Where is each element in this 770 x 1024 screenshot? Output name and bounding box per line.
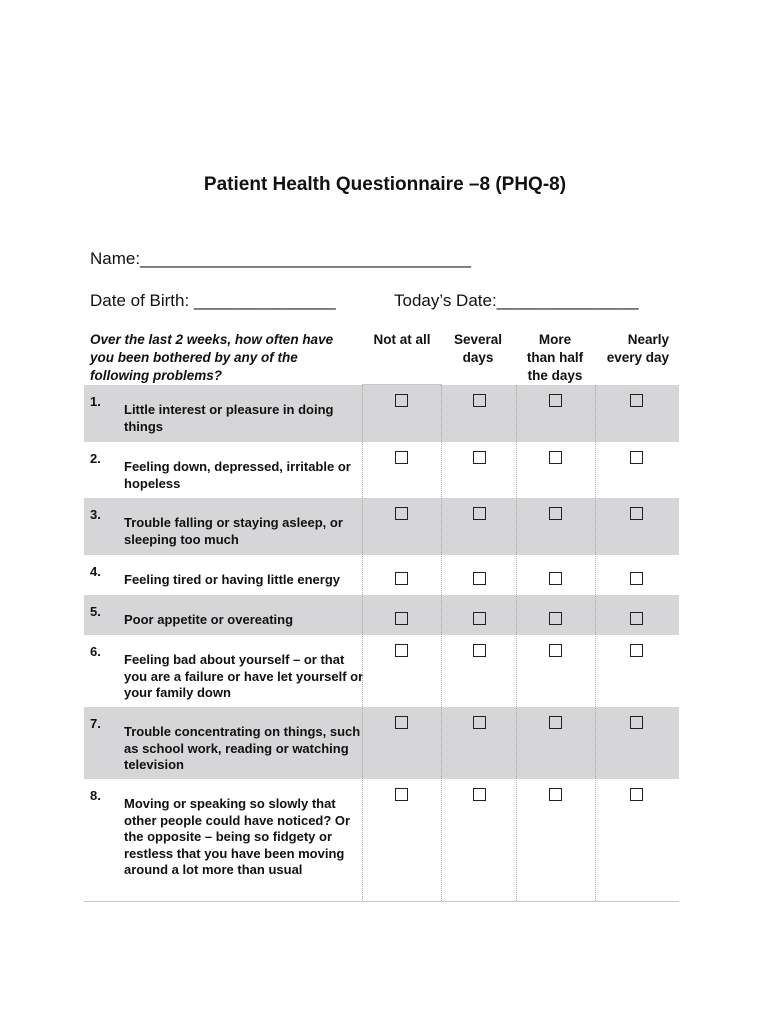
item-number: 7.	[90, 716, 101, 731]
column-divider	[516, 385, 517, 901]
checkbox-more-than-half[interactable]	[549, 451, 562, 464]
checkbox-not-at-all[interactable]	[395, 716, 408, 729]
checkbox-not-at-all[interactable]	[395, 394, 408, 407]
header-divider	[362, 384, 442, 385]
checkbox-several-days[interactable]	[473, 394, 486, 407]
column-divider	[441, 385, 442, 901]
table-row	[84, 498, 679, 555]
column-header-line: More	[538, 332, 572, 347]
table-row	[84, 442, 679, 498]
todays-date-field[interactable]: Today’s Date:_______________	[394, 291, 639, 310]
item-number: 8.	[90, 788, 101, 803]
column-header-line: the days	[527, 368, 583, 383]
checkbox-more-than-half[interactable]	[549, 644, 562, 657]
checkbox-not-at-all[interactable]	[395, 507, 408, 520]
checkbox-several-days[interactable]	[473, 716, 486, 729]
checkbox-nearly-every-day[interactable]	[630, 572, 643, 585]
column-header-nearly-every-day	[598, 331, 669, 367]
item-number: 6.	[90, 644, 101, 659]
checkbox-nearly-every-day[interactable]	[630, 507, 643, 520]
item-text: Little interest or pleasure in doing things	[124, 402, 334, 434]
item-text: Trouble concentrating on things, such as school work, reading or watching television	[124, 724, 361, 772]
column-header-more-than-half	[520, 331, 590, 385]
table-row	[84, 779, 679, 901]
table-row	[84, 707, 679, 779]
checkbox-several-days[interactable]	[473, 788, 486, 801]
checkbox-not-at-all[interactable]	[395, 644, 408, 657]
checkbox-more-than-half[interactable]	[549, 716, 562, 729]
item-number: 2.	[90, 451, 101, 466]
checkbox-more-than-half[interactable]	[549, 788, 562, 801]
date-of-birth-field[interactable]: Date of Birth: _______________	[90, 291, 336, 310]
page-title: Patient Health Questionnaire –8 (PHQ-8)	[203, 174, 567, 195]
question-header: Over the last 2 weeks, how often have you been bothered by any of the following problems?	[90, 332, 334, 383]
column-header-several-days	[446, 331, 510, 367]
checkbox-nearly-every-day[interactable]	[630, 716, 643, 729]
checkbox-several-days[interactable]	[473, 644, 486, 657]
column-header-line: Not at all	[373, 332, 431, 347]
item-number: 4.	[90, 564, 101, 579]
checkbox-nearly-every-day[interactable]	[630, 788, 643, 801]
column-header-line: Several	[453, 332, 503, 347]
checkbox-more-than-half[interactable]	[549, 394, 562, 407]
table-row	[84, 385, 679, 442]
item-text: Feeling tired or having little energy	[124, 572, 340, 587]
item-text: Feeling bad about yourself – or that you are a failure or have let yourself or your family down	[124, 652, 364, 700]
checkbox-several-days[interactable]	[473, 451, 486, 464]
checkbox-more-than-half[interactable]	[549, 612, 562, 625]
checkbox-more-than-half[interactable]	[549, 507, 562, 520]
checkbox-not-at-all[interactable]	[395, 572, 408, 585]
checkbox-several-days[interactable]	[473, 612, 486, 625]
item-text: Feeling down, depressed, irritable or hopeless	[124, 459, 351, 491]
column-divider	[595, 385, 596, 901]
column-header-line: days	[462, 350, 494, 365]
checkbox-more-than-half[interactable]	[549, 572, 562, 585]
checkbox-several-days[interactable]	[473, 507, 486, 520]
checkbox-not-at-all[interactable]	[395, 788, 408, 801]
checkbox-nearly-every-day[interactable]	[630, 612, 643, 625]
item-number: 3.	[90, 507, 101, 522]
checkbox-nearly-every-day[interactable]	[630, 451, 643, 464]
column-header-not-at-all	[364, 331, 440, 349]
column-header-line: Nearly	[627, 332, 669, 347]
column-header-line: than half	[526, 350, 584, 365]
item-text: Trouble falling or staying asleep, or sleeping too much	[124, 515, 343, 547]
checkbox-not-at-all[interactable]	[395, 451, 408, 464]
checkbox-nearly-every-day[interactable]	[630, 644, 643, 657]
table-bottom-border	[84, 901, 679, 902]
table-row	[84, 555, 679, 595]
item-number: 5.	[90, 604, 101, 619]
table-row	[84, 635, 679, 707]
column-header-line: every day	[606, 350, 669, 365]
checkbox-not-at-all[interactable]	[395, 612, 408, 625]
item-text: Moving or speaking so slowly that other people could have noticed? Or the opposite – being so fidgety or restless that you have been moving around a lot more than usual	[124, 796, 351, 877]
item-number: 1.	[90, 394, 101, 409]
column-divider	[362, 385, 363, 901]
item-text: Poor appetite or overeating	[124, 612, 294, 627]
name-field[interactable]: Name:___________________________________	[90, 249, 471, 268]
table-row	[84, 595, 679, 635]
checkbox-nearly-every-day[interactable]	[630, 394, 643, 407]
checkbox-several-days[interactable]	[473, 572, 486, 585]
